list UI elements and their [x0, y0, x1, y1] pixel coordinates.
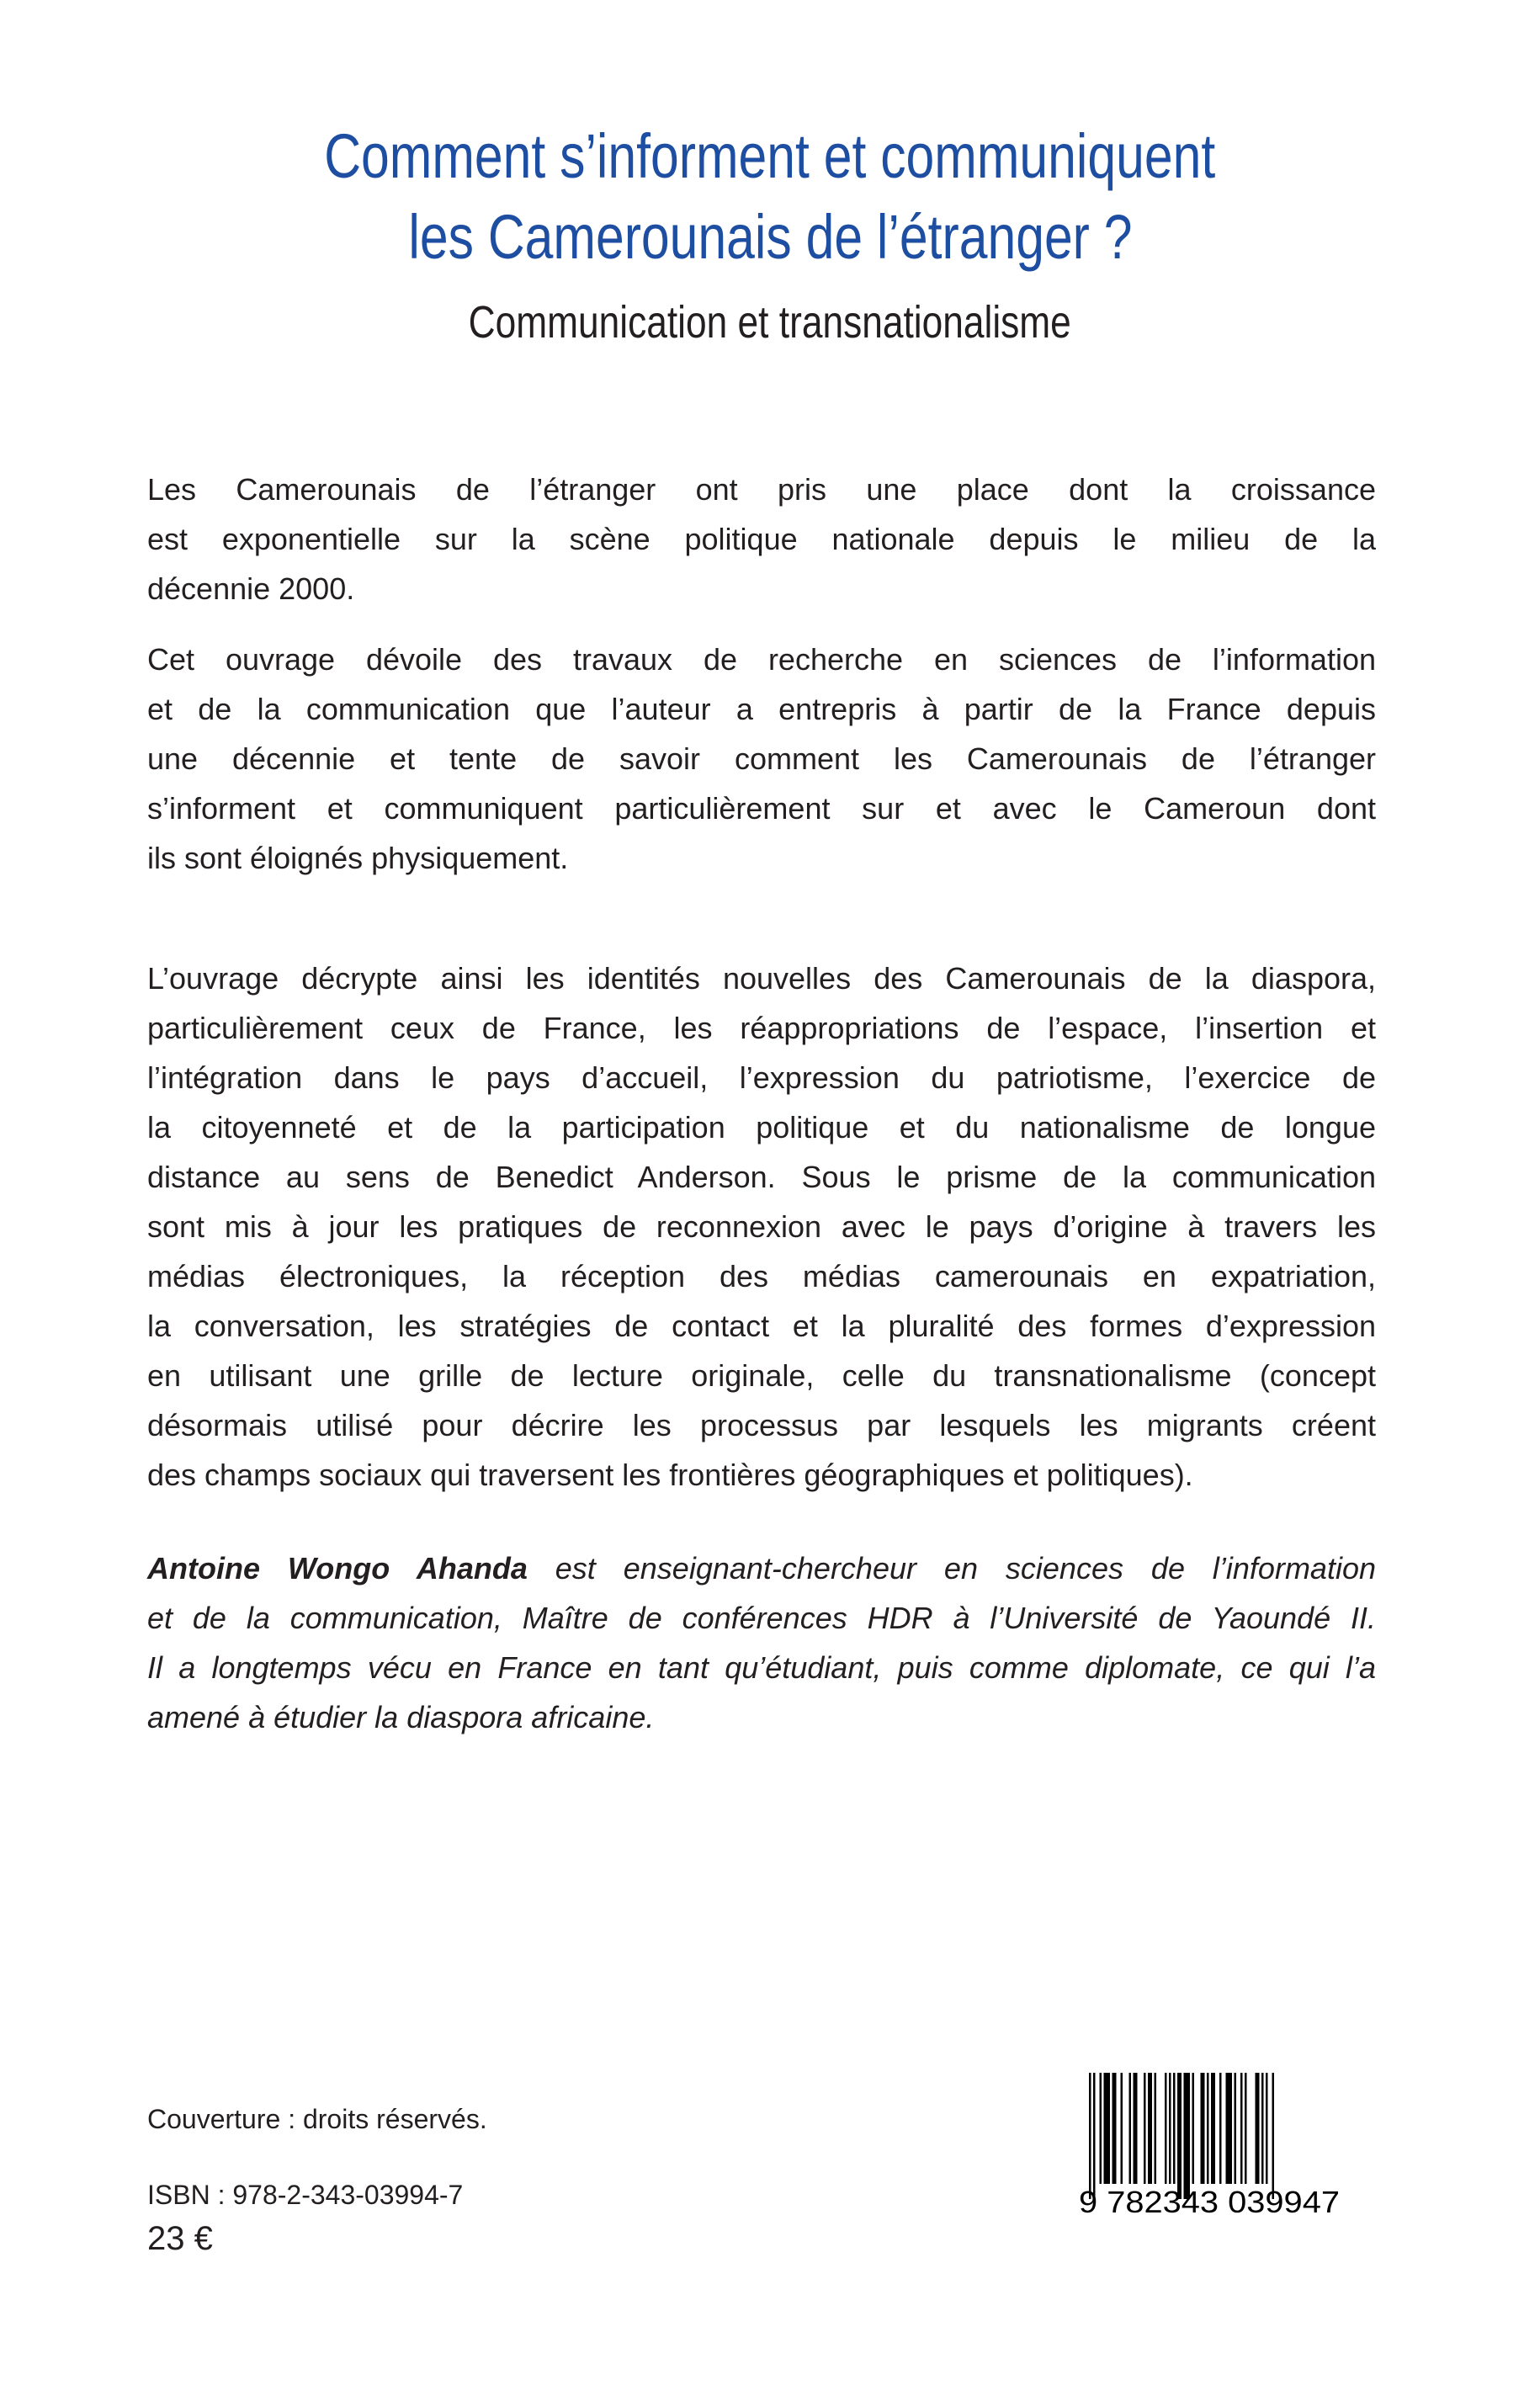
paragraph-line: sont mis à jour les pratiques de reconnexion avec le pays d’origine à travers les [147, 1209, 1376, 1244]
barcode-bar [1256, 2073, 1260, 2184]
author-bio [147, 1543, 1376, 1742]
paragraph-2 [147, 635, 1376, 883]
barcode-bar [1129, 2073, 1132, 2184]
barcode-bar [1104, 2073, 1111, 2184]
barcode-bar [1177, 2073, 1182, 2199]
paragraph-line: la citoyenneté et de la participation politique et du nationalisme de longue [147, 1110, 1376, 1145]
author-bio-text: est enseignant-chercheur en sciences de l’information [527, 1551, 1376, 1586]
paragraph-line: décennie 2000. [147, 571, 355, 606]
book-title [0, 116, 1540, 278]
paragraph-line: l’intégration dans le pays d’accueil, l’expression du patriotisme, l’exercice de [147, 1060, 1376, 1095]
author-bio-line: amené à étudier la diaspora africaine. [147, 1700, 655, 1734]
paragraph-1 [147, 465, 1376, 614]
barcode-digits: 9 782343 039947 [1079, 2185, 1340, 2216]
paragraph-line: s’informent et communiquent particulièrement sur et avec le Cameroun dont [147, 791, 1376, 826]
paragraph-line: une décennie et tente de savoir comment les Camerounais de l’étranger [147, 741, 1376, 776]
barcode-bar [1113, 2073, 1117, 2184]
barcode-bar [1165, 2073, 1167, 2184]
barcode-bar [1134, 2073, 1138, 2184]
paragraph-line: ils sont éloignés physiquement. [147, 841, 569, 875]
barcode-bar [1148, 2073, 1152, 2184]
paragraph-line: est exponentielle sur la scène politique nationale depuis le milieu de la [147, 522, 1376, 556]
title-line-1: Comment s’informent et communiquent [324, 121, 1216, 191]
barcode-bar [1192, 2073, 1195, 2184]
paragraph-line: des champs sociaux qui traversent les frontières géographiques et politiques). [147, 1458, 1193, 1492]
paragraph-line: en utilisant une grille de lecture originale, celle du transnationalisme (concept [147, 1358, 1376, 1393]
author-name: Antoine Wongo Ahanda [147, 1551, 528, 1586]
author-bio-line: et de la communication, Maître de conférences HDR à l’Université de Yaoundé II. [147, 1601, 1376, 1635]
paragraph-line: distance au sens de Benedict Anderson. Sous le prisme de la communication [147, 1160, 1376, 1194]
paragraph-3 [147, 953, 1376, 1500]
barcode-bar [1207, 2073, 1209, 2184]
paragraph-line: désormais utilisé pour décrire les processus par lesquels les migrants créent [147, 1408, 1376, 1442]
barcode-bar [1089, 2073, 1091, 2199]
subtitle-text: Communication et transnationalisme [468, 297, 1072, 348]
barcode-bar [1093, 2073, 1096, 2199]
paragraph-line: la conversation, les stratégies de contact et la pluralité des formes d’expression [147, 1309, 1376, 1343]
barcode-bar [1100, 2073, 1102, 2184]
isbn: ISBN : 978-2-343-03994-7 [147, 2180, 464, 2210]
paragraph-line: Cet ouvrage dévoile des travaux de recherche en sciences de l’information [147, 642, 1376, 677]
barcode-bar [1184, 2073, 1191, 2199]
paragraph-line: particulièrement ceux de France, les réappropriations de l’espace, l’insertion et [147, 1011, 1376, 1045]
barcode-bar [1121, 2073, 1123, 2184]
barcode-bar [1261, 2073, 1264, 2184]
barcode-bar [1266, 2073, 1268, 2184]
paragraph-line: et de la communication que l’auteur a entrepris à partir de la France depuis [147, 692, 1376, 726]
barcode-bar [1235, 2073, 1237, 2184]
author-bio-line: Il a longtemps vécu en France en tant qu’étudiant, puis comme diplomate, ce qui l’a [147, 1650, 1376, 1685]
barcode-bar [1226, 2073, 1233, 2184]
barcode-bar [1169, 2073, 1171, 2184]
barcode-bar [1219, 2073, 1222, 2184]
cover-credit: Couverture : droits réservés. [147, 2104, 487, 2134]
barcode-bar [1240, 2073, 1243, 2184]
paragraph-line: médias électroniques, la réception des médias camerounais en expatriation, [147, 1259, 1376, 1293]
barcode-bar [1155, 2073, 1157, 2184]
paragraph-line: L’ouvrage décrypte ainsi les identités nouvelles des Camerounais de la diaspora, [147, 961, 1376, 996]
barcode-bar [1144, 2073, 1146, 2184]
barcode-bar [1211, 2073, 1215, 2184]
barcode-bar [1173, 2073, 1176, 2184]
book-subtitle [0, 296, 1540, 348]
barcode-bar [1201, 2073, 1205, 2184]
isbn-barcode [1077, 2073, 1342, 2216]
paragraph-line: Les Camerounais de l’étranger ont pris une place dont la croissance [147, 472, 1376, 507]
barcode-bar [1245, 2073, 1247, 2184]
price: 23 € [147, 2220, 213, 2257]
barcode-bar [1272, 2073, 1275, 2199]
title-line-2: les Camerounais de l’étranger ? [407, 202, 1133, 272]
